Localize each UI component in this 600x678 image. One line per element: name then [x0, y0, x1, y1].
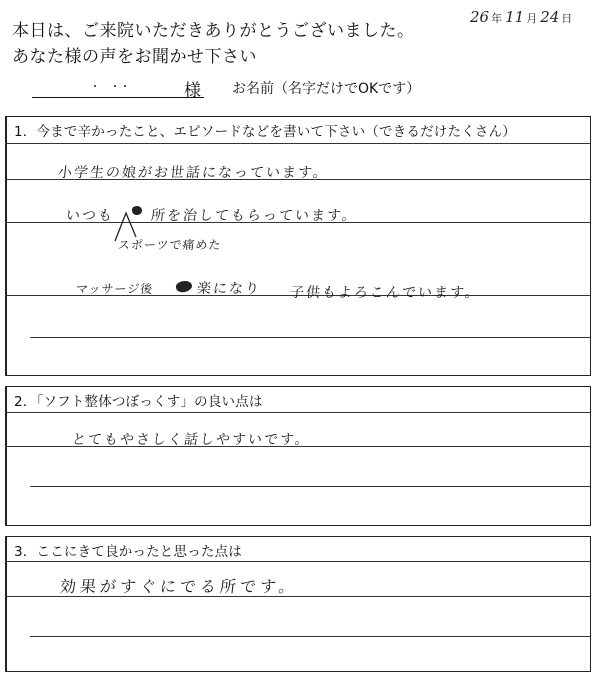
- date-year: 26: [470, 8, 490, 26]
- greeting-line: 本日は、ご来院いただきありがとうございました。: [12, 21, 415, 41]
- section-1-heading: 1．今まで辛かったこと、エピソードなどを書いて下さい（できるだけたくさん）: [14, 124, 516, 140]
- date-month-unit: 月: [526, 12, 538, 25]
- date-field: [470, 8, 575, 26]
- section-2-heading: 2．「ソフト整体つぼっくす」の良い点は: [14, 394, 263, 410]
- redaction-dot: [94, 85, 96, 87]
- section-2-header-rule: [5, 412, 591, 413]
- answer-line: [30, 486, 591, 487]
- answer-2-line-1: とてもやさしく話しやすいです。: [71, 432, 312, 448]
- redaction-dot: [124, 85, 126, 87]
- date-year-unit: 年: [491, 12, 503, 25]
- answer-1-line-1: 小学生の娘がお世話になっています。: [57, 165, 330, 181]
- answer-1-insertion: スポーツで痛めた: [117, 238, 223, 252]
- redaction-dot: [114, 85, 116, 87]
- answer-line: [30, 337, 591, 338]
- section-3-header-rule: [5, 561, 591, 562]
- date-month: 11: [505, 8, 525, 26]
- answer-3-line-1: 効果がすぐにでる所です。: [58, 577, 300, 596]
- date-day: 24: [540, 8, 560, 26]
- answer-1-line-3b: 楽になり: [196, 281, 262, 297]
- answer-1-line-3a: マッサージ後: [75, 282, 154, 296]
- section-1-header-rule: [5, 143, 591, 144]
- answer-1-line-2a: いつも: [65, 208, 115, 224]
- date-day-unit: 日: [561, 12, 573, 25]
- name-underline: [32, 97, 204, 98]
- honorific-sama: 様: [184, 81, 201, 101]
- answer-1-line-2b: 所を治してもらっています。: [150, 208, 359, 224]
- request-line: あなた様の声をお聞かせ下さい: [12, 47, 257, 67]
- answer-line: [30, 636, 591, 637]
- answer-1-line-3c: 子供もよろこんでいます。: [289, 285, 482, 301]
- name-field-label: お名前（名字だけでOKです）: [232, 81, 421, 97]
- section-3-heading: 3．ここにきて良かったと思った点は: [14, 544, 242, 560]
